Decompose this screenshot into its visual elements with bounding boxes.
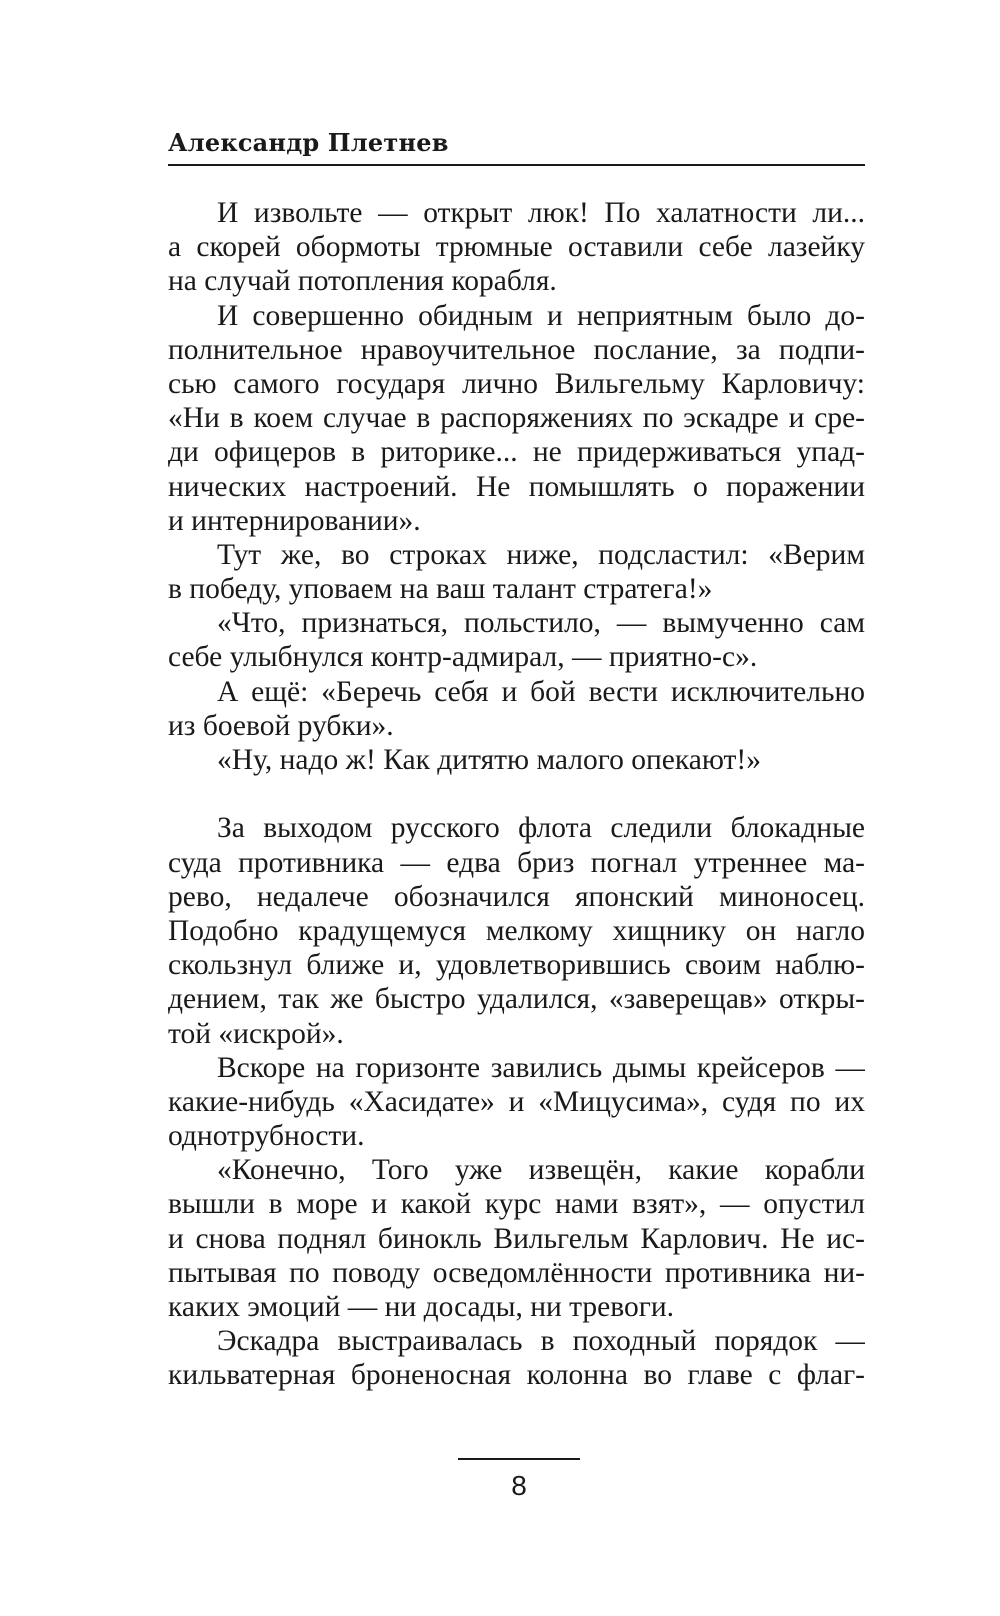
text-line: Вскоре на горизонте завились дымы крейсеров — [217,1051,865,1084]
text-line: в победу, уповаем на ваш талант стратега!» [168,573,713,606]
text-line: дением, так же быстро удалился, «заверещав» откры- [168,983,865,1016]
running-head-author: Александр Плетнев [168,128,449,157]
text-line: каких эмоций — ни досады, ни тревоги. [168,1291,675,1323]
text-line: однотрубности. [168,1120,365,1153]
text-line: нических настроений. Не помышлять о поражении [168,470,865,503]
text-line: и снова поднял бинокль Вильгельм Карлович. Не ис- [168,1222,865,1255]
body-text [168,196,865,1393]
text-line: вышли в море и какой курс нами взят», — опустил [168,1188,865,1221]
text-line: А ещё: «Беречь себя и бой вести исключительно [217,675,865,708]
text-line: И совершенно обидным и неприятным было до- [217,299,865,332]
text-line: а скорей обормоты трюмные оставили себе лазейку [168,231,865,264]
text-line: пытывая по поводу осведомлённости противника ни- [168,1256,865,1289]
text-line: той «искрой». [168,1017,344,1050]
text-line: скользнул ближе и, удовлетворившись своим наблю- [168,949,865,982]
text-line: За выходом русского флота следили блокадные [217,812,865,845]
text-line: «Ну, надо ж! Как дитятю малого опекают!» [217,744,761,776]
text-line: Тут же, во строках ниже, подсластил: «Верим [217,538,865,571]
text-line: сью самого государя лично Вильгельму Карловичу: [168,367,865,400]
text-line: суда противника — едва бриз погнал утреннее ма- [168,846,865,879]
header-rule [168,164,865,166]
text-line: кильватерная броненосная колонна во главе с флаг- [168,1359,865,1392]
text-line: И извольте — открыт люк! По халатности ли... [217,197,865,229]
text-line: себе улыбнулся контр-адмирал, — приятно-с». [168,641,758,674]
text-line: на случай потопления корабля. [168,265,557,298]
text-line: из боевой рубки». [168,709,394,742]
text-line: Эскадра выстраивалась в походный порядок — [217,1325,865,1358]
text-line: какие-нибудь «Хасидате» и «Мицусима», судя по их [168,1085,865,1118]
text-line: «Что, признаться, польстило, — вымученно сам [217,607,865,640]
page-number: 8 [511,1470,527,1501]
section-break [168,777,865,811]
text-line: рево, недалече обозначился японский миноносец. [168,880,865,913]
text-line: и интернировании». [168,504,421,537]
text-line: полнительное нравоучительное послание, за подпи- [168,333,865,366]
footer-rule [458,1458,580,1460]
text-line: «Конечно, Того уже извещён, какие корабли [217,1154,865,1187]
text-line: «Ни в коем случае в распоряжениях по эскадре и сре- [168,402,865,435]
text-line: Подобно крадущемуся мелкому хищнику он нагло [168,914,865,947]
text-line: ди офицеров в риторике... не придерживаться упад- [168,436,865,469]
